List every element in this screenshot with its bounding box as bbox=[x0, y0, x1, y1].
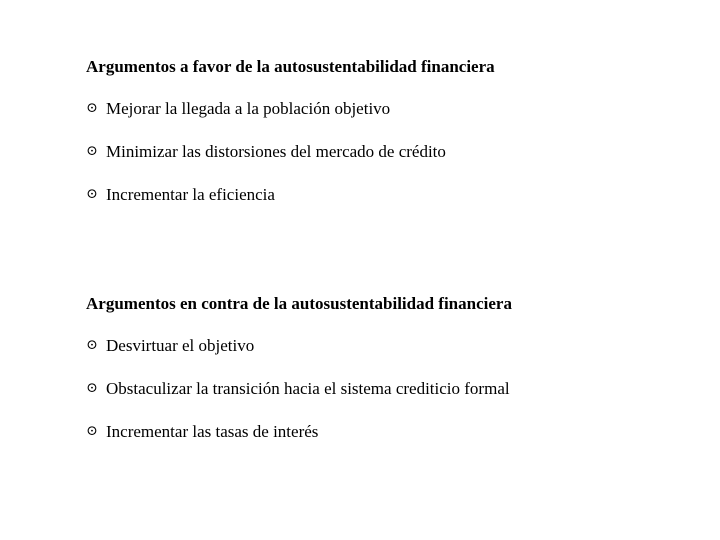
list-item-text: Incrementar la eficiencia bbox=[106, 185, 275, 204]
bullet-icon: ⊙ bbox=[86, 101, 98, 116]
list-item-text: Minimizar las distorsiones del mercado de crédito bbox=[106, 142, 446, 161]
bullet-icon: ⊙ bbox=[86, 144, 98, 159]
list-item bbox=[86, 98, 706, 120]
section-title-contra: Argumentos en contra de la autosustentabilidad financiera bbox=[86, 294, 512, 313]
list-item bbox=[86, 335, 706, 357]
bullet-icon: ⊙ bbox=[86, 424, 98, 439]
bullet-icon: ⊙ bbox=[86, 338, 98, 353]
list-item-text: Desvirtuar el objetivo bbox=[106, 336, 255, 355]
list-item bbox=[86, 378, 706, 400]
bullet-icon: ⊙ bbox=[86, 187, 98, 202]
bullet-list-contra bbox=[86, 335, 706, 443]
list-item-text: Mejorar la llegada a la población objetivo bbox=[106, 99, 391, 118]
list-item bbox=[86, 421, 706, 443]
list-item bbox=[86, 141, 706, 163]
section-arguments-contra bbox=[86, 293, 706, 443]
bullet-list-favor bbox=[86, 98, 706, 206]
bullet-icon: ⊙ bbox=[86, 381, 98, 396]
list-item bbox=[86, 184, 706, 206]
list-item-text: Incrementar las tasas de interés bbox=[106, 422, 319, 441]
list-item-text: Obstaculizar la transición hacia el sistema crediticio formal bbox=[106, 379, 510, 398]
section-title-favor: Argumentos a favor de la autosustentabilidad financiera bbox=[86, 57, 495, 76]
section-arguments-favor bbox=[86, 56, 706, 206]
